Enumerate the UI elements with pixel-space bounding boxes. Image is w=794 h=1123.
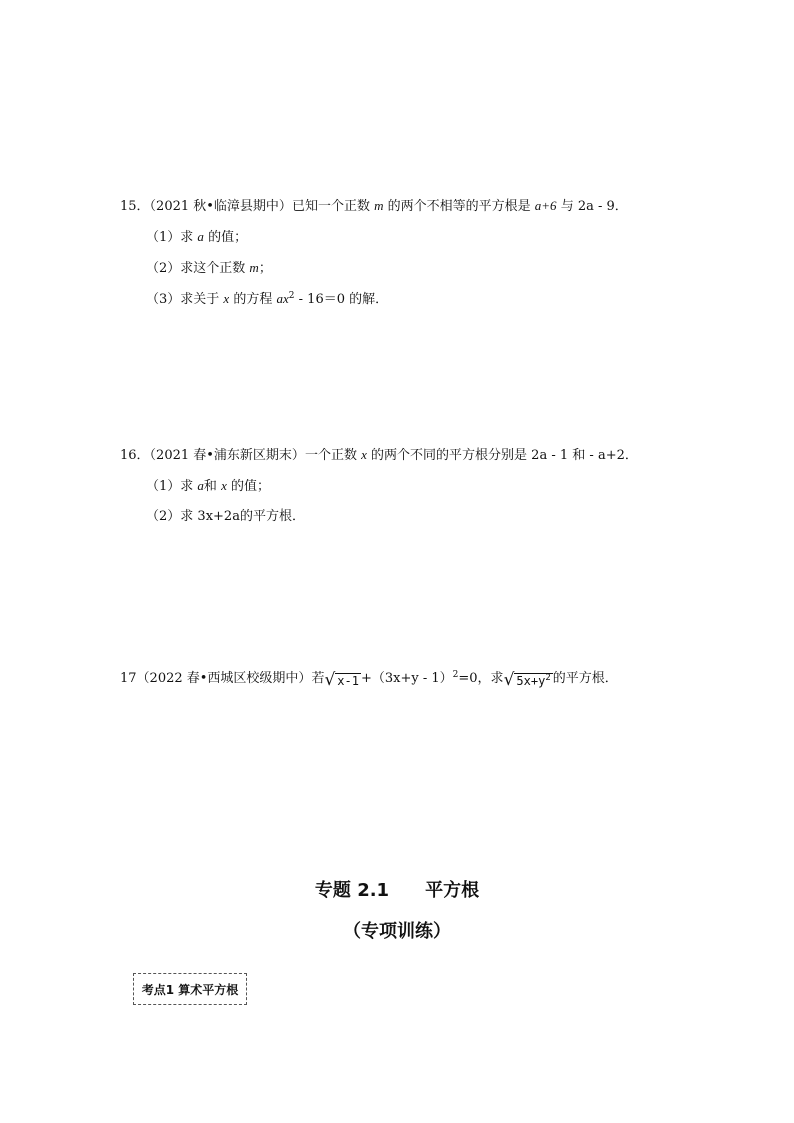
- page-subtitle: （专项训练）: [343, 921, 451, 942]
- question-16-part-2: （2）求 3x+2a的平方根．: [146, 509, 305, 524]
- question-15-part-3: （3）求关于 x 的方程 $ax^2 - 16=0$ 的解．: [146, 291, 389, 307]
- radical-sign: √: [503, 670, 515, 690]
- sqrt-expression: √ $5x+y^2$: [503, 670, 551, 690]
- topic-label-box: 考点1 算术平方根: [133, 973, 247, 1005]
- radical-sign: √: [324, 670, 336, 690]
- question-16-part-1: （1）求 a和 x 的值；: [146, 478, 271, 494]
- page-title: 专题 2.1 平方根: [314, 880, 480, 901]
- question-source: （2021 春•浦东新区期末）: [149, 448, 305, 463]
- question-number: 16．: [120, 448, 150, 463]
- question-number: 15．: [120, 199, 150, 214]
- question-17: 17（2022 春•西城区校级期中）若√ $x-1 +(3x+y - 1)^2=0$，求√ $5x+y^2$ 的平方根．: [120, 670, 618, 690]
- sqrt-expression: √ x-1: [324, 670, 359, 690]
- question-15-part-2: （2）求这个正数 m；: [146, 260, 272, 276]
- question-source: （2022 春•西城区校级期中）: [136, 671, 312, 686]
- question-number: 17: [120, 671, 137, 686]
- question-15-part-1: （1）求 a 的值；: [146, 229, 248, 245]
- question-16: 16．（2021 春•浦东新区期末）一个正数 x 的两个不同的平方根分别是 2a - 1 和 - a+2．: [120, 447, 638, 463]
- question-15: 15．（2021 秋•临漳县期中）已知一个正数 m 的两个不相等的平方根是 a+6 与 2a - 9．: [120, 198, 628, 214]
- question-source: （2021 秋•临漳县期中）: [149, 199, 292, 214]
